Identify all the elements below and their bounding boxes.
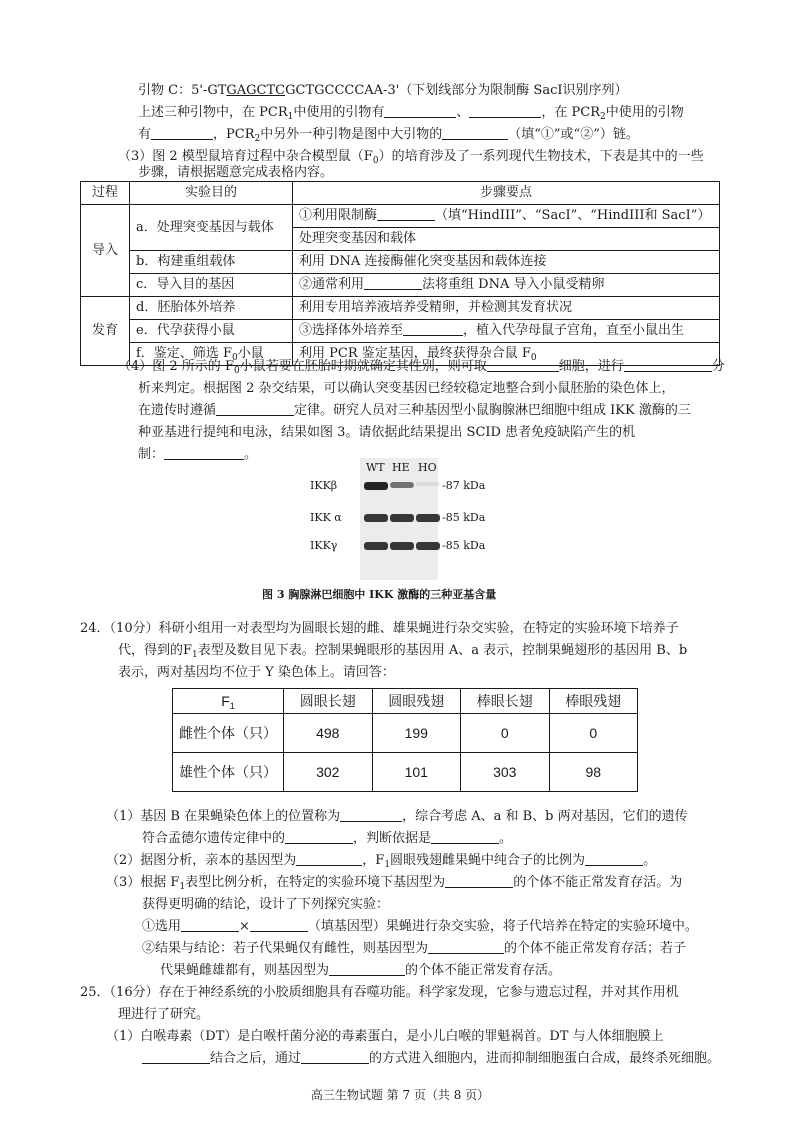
q24-s3-line5: 代果蝇雌雄都有，则基因型为 的个体不能正常发育存活。: [160, 963, 562, 978]
f1-counts-table: [172, 688, 638, 792]
answer-blank[interactable]: [445, 873, 513, 888]
q25-s1-line1: （1）白喉毒素（DT）是白喉杆菌分泌的毒素蛋白，是小儿白喉的罪魁祸首。DT 与人体细胞膜上: [106, 1029, 664, 1044]
table-header-row: [173, 689, 638, 714]
q23-part4-line1: （4）图 2 所示的 $F_0$小鼠若要在胚胎时期就确定其性别，则可取 细胞，进行 分: [118, 359, 725, 376]
blot-band: [390, 482, 414, 488]
q23-primer-usage-line-2: 有 ，$PCR_2$中另外一种引物是图中大引物的 （填“①”或“②”）链。: [138, 127, 639, 144]
row-label: 雄性个体（只）: [173, 753, 284, 792]
kda-marker: -87 kDa: [442, 479, 486, 492]
q23-part4-line5: 制： 。: [138, 447, 258, 462]
answer-blank[interactable]: [364, 275, 422, 290]
kda-marker: -85 kDa: [442, 539, 486, 552]
q25-s1-line2: 结合之后，通过 的方式进入细胞内，进而抑制细胞蛋白合成，最终杀死细胞。: [142, 1048, 720, 1070]
answer-blank[interactable]: [585, 851, 643, 866]
q24-stem-line3: 表示，两对基因均不位于 Y 染色体上。请回答：: [118, 665, 395, 680]
q25-stem-line1: 25．（16分）存在于神经系统的小胶质细胞具有吞噬功能。科学家发现，它参与遗忘过程，并对其作用机: [80, 985, 679, 1000]
answer-blank[interactable]: [301, 1049, 369, 1064]
answer-blank[interactable]: [442, 125, 508, 140]
table-row: 发育 d．胚胎体外培养 利用专用培养液培养受精卵，并检测其发育状况: [81, 297, 720, 320]
row-label: 雌性个体（只）: [173, 714, 284, 753]
q23-part3-intro: （3）图 2 模型鼠培育过程中杂合模型鼠$(F_0)$的培育涉及了一系列现代生物技术，下表是其中的一些: [118, 149, 704, 166]
answer-blank[interactable]: [329, 961, 405, 976]
protein-label: IKKβ: [310, 479, 338, 492]
group-import: 导入: [81, 205, 130, 297]
primer-c-line: 引物 C：5'-GTGAGCTCGCTGCCCCAA-3'（下划线部分为限制酶 SacI识别序列）: [138, 83, 628, 98]
blot-band: [416, 542, 440, 550]
blot-band: [364, 514, 388, 522]
col-header: 圆眼长翅: [284, 689, 373, 714]
table-row: 导入 a．处理突变基因与载体 ①利用限制酶 （填“HindIII”、“SacI”、“HindIII和 SacI”）: [81, 205, 720, 228]
q23-part3-intro-2: 步骤，请根据题意完成表格内容。: [138, 165, 334, 180]
answer-blank[interactable]: [431, 829, 499, 844]
protein-label: IKK α: [310, 511, 342, 524]
table-row: f．鉴定、筛选 $F_0$小鼠 利用 PCR 鉴定基因，最终获得杂合鼠 $F_0$: [81, 343, 720, 366]
lane-label-wt: WT: [366, 461, 385, 474]
protein-label: IKKγ: [310, 539, 338, 552]
table-row: c．导入目的基因 ②通常利用 法将重组 DNA 导入小鼠受精卵: [81, 274, 720, 297]
lane-label-he: HE: [392, 461, 410, 474]
figure3-caption: 图 3 胸腺淋巴细胞中 IKK 激酶的三种亚基含量: [262, 588, 497, 601]
blot-band: [364, 542, 388, 550]
col-header: 棒眼长翅: [461, 689, 550, 714]
answer-blank[interactable]: [340, 807, 402, 822]
answer-blank[interactable]: [250, 917, 308, 932]
group-develop: 发育: [81, 297, 130, 366]
corner-f1: $F_1$: [173, 689, 284, 714]
q25-stem-line2: 理进行了研究。: [118, 1007, 210, 1022]
kda-marker: -85 kDa: [442, 511, 486, 524]
col-header: 棒眼残翅: [549, 689, 638, 714]
table-row: b．构建重组载体 利用 DNA 连接酶催化突变基因和载体连接: [81, 251, 720, 274]
page-footer: 高三生物试题 第 7 页（共 8 页）: [310, 1088, 490, 1102]
answer-blank[interactable]: [487, 357, 559, 372]
answer-blank[interactable]: [469, 103, 541, 118]
answer-blank[interactable]: [296, 851, 362, 866]
q24-s1-line1: （1）基因 B 在果蝇染色体上的位置称为 ，综合考虑 A、a 和 B、b 两对基因，它们的遗传: [106, 809, 688, 824]
q24-stem-line2: 代，得到的$F_1$表型及数目见下表。控制果蝇眼形的基因用 A、a 表示，控制果蝇翅形的基因用 B、b: [118, 643, 688, 660]
q23-part4-line2: 析来判定。根据图 2 杂交结果，可以确认突变基因已经较稳定地整合到小鼠胚胎的染色体上，: [138, 381, 675, 396]
blot-band: [390, 514, 414, 522]
answer-blank[interactable]: [285, 829, 353, 844]
header-points: 步骤要点: [293, 182, 720, 205]
table-header-row: [81, 182, 720, 205]
q24-stem-line1: 24．（10分）科研小组用一对表型均为圆眼长翅的雌、雄果蝇进行杂交实验，在特定的实验环境下培养子: [80, 621, 679, 636]
q23-part4-line4: 种亚基进行提纯和电泳，结果如图 3。请依据此结果提出 SCID 患者免疫缺陷产生的机: [138, 425, 636, 440]
steps-table: [80, 181, 720, 366]
table-row: e．代孕获得小鼠 ③选择体外培养至 ，植入代孕母鼠子宫角，直至小鼠出生: [81, 320, 720, 343]
blot-band: [416, 482, 440, 486]
answer-blank[interactable]: [624, 357, 712, 372]
q24-s2: （2）据图分析，亲本的基因型为 ，$F_1$圆眼残翅雌果蝇中纯合子的比例为 。: [106, 853, 657, 870]
blot-band: [416, 514, 440, 522]
saci-site: GAGCTC: [226, 83, 286, 98]
answer-blank[interactable]: [181, 917, 239, 932]
blot-band: [364, 482, 388, 490]
table-row: 处理突变基因和载体: [81, 228, 720, 251]
answer-blank[interactable]: [142, 1049, 210, 1064]
q24-s3-line4: ②结果与结论：若子代果蝇仅有雌性，则基因型为 的个体不能正常发育存活；若子: [142, 941, 687, 956]
blot-band: [390, 542, 414, 550]
answer-blank[interactable]: [428, 939, 504, 954]
answer-blank[interactable]: [377, 206, 435, 221]
table-row: 雄性个体（只） 302 101 303 98: [173, 753, 638, 792]
q24-s3-line2: 获得更明确的结论，设计了下列探究实验：: [142, 897, 390, 912]
answer-blank[interactable]: [151, 125, 213, 140]
q24-s3-line3: ①选用 × （填基因型）果蝇进行杂交实验，将子代培养在特定的实验环境中。: [142, 919, 698, 934]
q24-s1-line2: 符合孟德尔遗传定律中的 ，判断依据是 。: [142, 831, 513, 846]
answer-blank[interactable]: [164, 445, 244, 460]
lane-label-ho: HO: [418, 461, 437, 474]
q23-part4-line3: 在遗传时遵循 定律。研究人员对三种基因型小鼠胸腺淋巴细胞中组成 IKK 激酶的三: [138, 403, 691, 418]
answer-blank[interactable]: [403, 321, 463, 336]
q23-primer-usage-line: 上述三种引物中，在 $PCR_1$中使用的引物有 、 ，在 $PCR_2$中使用的引物: [138, 105, 684, 122]
answer-blank[interactable]: [384, 103, 456, 118]
western-blot-figure: [300, 458, 500, 580]
header-purpose: 实验目的: [130, 182, 293, 205]
q24-s3-line1: （3）根据 $F_1$表型比例分析，在特定的实验环境下基因型为 的个体不能正常发育存活。为: [106, 875, 683, 892]
header-process: 过程: [81, 182, 130, 205]
col-header: 圆眼残翅: [372, 689, 461, 714]
answer-blank[interactable]: [216, 401, 294, 416]
table-row: 雌性个体（只） 498 199 0 0: [173, 714, 638, 753]
